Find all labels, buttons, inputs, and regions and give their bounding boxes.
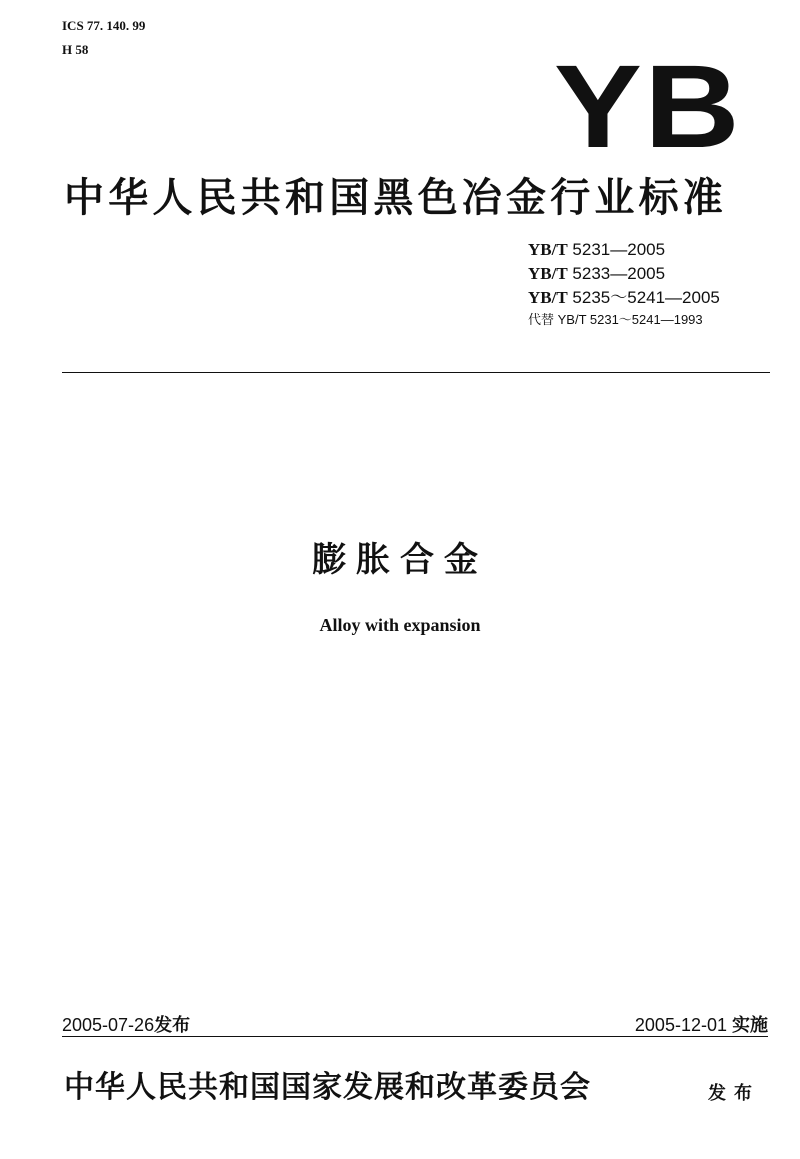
standard-prefix: YB/T <box>528 288 568 307</box>
bottom-divider <box>62 1036 768 1037</box>
issue-date-line <box>62 1014 190 1037</box>
standard-number-block <box>528 238 720 330</box>
standard-number-2 <box>528 262 720 286</box>
standard-number: 5235～5241—2005 <box>572 288 720 307</box>
top-divider <box>62 372 770 373</box>
yb-logo: YB <box>553 41 742 173</box>
issue-date: 2005-07-26 <box>62 1015 155 1035</box>
standard-number: 5231—2005 <box>572 240 666 259</box>
implement-label: 实施 <box>732 1015 768 1036</box>
issue-label: 发布 <box>154 1015 191 1036</box>
document-title-cn: 膨胀合金 <box>312 540 488 580</box>
ccs-code: H 58 <box>62 42 89 57</box>
standard-number-1 <box>528 238 720 262</box>
standard-number: 5233—2005 <box>572 264 666 283</box>
standard-prefix: YB/T <box>528 264 568 283</box>
ics-code: ICS 77. 140. 99 <box>62 18 146 33</box>
standard-prefix: YB/T <box>528 240 568 259</box>
implement-date: 2005-12-01 <box>634 1015 727 1035</box>
publish-label: 发布 <box>708 1083 760 1104</box>
standard-number-3 <box>528 286 720 310</box>
implement-date-line <box>635 1014 768 1037</box>
document-title-en: Alloy with expansion <box>319 615 481 635</box>
replaces-note: 代替 YB/T 5231～5241—1993 <box>528 312 703 327</box>
standard-category-title: 中华人民共和国黑色冶金行业标准 <box>64 175 727 221</box>
publisher-name: 中华人民共和国国家发展和改革委员会 <box>64 1070 591 1105</box>
